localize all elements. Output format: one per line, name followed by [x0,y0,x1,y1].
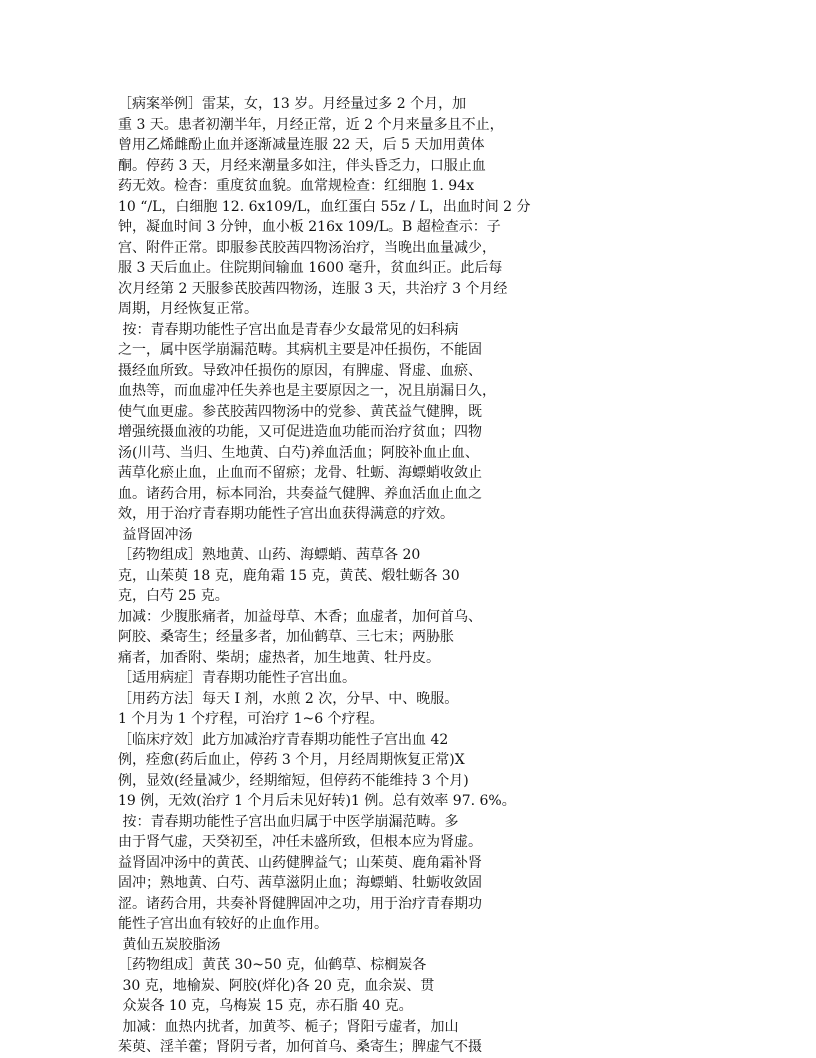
text-line: 使气血更虚。参芪胶茜四物汤中的党参、黄芪益气健脾，既 [118,403,482,420]
text-line: 克，山茱萸 18 克，鹿角霜 15 克，黄芪、煅牡蛎各 30 [118,567,460,584]
text-line: ［药物组成］黄芪 30~50 克，仙鹤草、棕榈炭各 [118,957,427,973]
text-line: ［临床疗效］此方加减治疗青春期功能性子宫出血 42 [118,731,449,748]
text-line: 众炭各 10 克，乌梅炭 15 克，赤石脂 40 克。 [118,998,413,1014]
text-line: 摄经血所致。导致冲任损伤的原因，有脾虚、肾虚、血瘀、 [118,362,482,379]
text-line: 涩。诸药合用，共奏补肾健脾固冲之功，用于治疗青春期功 [118,895,482,912]
text-line: 由于肾气虚，天癸初至，冲任未盛所致，但根本应为肾虚。 [118,834,482,850]
text-line: ［药物组成］熟地黄、山药、海螵蛸、茜草各 20 [118,547,421,563]
text-line: 益肾固冲汤中的黄芪、山药健脾益气；山茱萸、鹿角霜补肾 [118,854,482,871]
text-line: 宫、附件正常。即服参芪胶茜四物汤治疗，当晚出血量减少， [118,239,496,256]
text-line: 钟，凝血时间 3 分钟，血小板 216x 109/L。B 超检查示：子 [118,219,501,235]
text-line: 增强统摄血液的功能，又可促进造血功能而治疗贫血；四物 [118,424,482,440]
text-line: 例，显效(经量减少，经期缩短，但停药不能维持 3 个月) [118,772,469,789]
text-line: ［病案举例］雷某，女，13 岁。月经量过多 2 个月，加 [118,96,467,112]
text-line: 血。诸药合用，标本同治，共奏益气健脾、养血活血止血之 [118,485,482,502]
text-line: 按：青春期功能性子宫出血归属于中医学崩漏范畴。多 [118,813,459,830]
text-line: 克，白芍 25 克。 [118,588,229,604]
text-line: 益肾固冲汤 [118,526,193,543]
document-page [118,94,538,1058]
text-line: 汤(川芎、当归、生地黄、白芍)养血活血；阿胶补血止血、 [118,444,479,461]
text-line: ［适用病症］青春期功能性子宫出血。 [118,670,356,686]
text-line: 茱萸、淫羊藿；肾阴亏者，加何首乌、桑寄生；脾虚气不摄 [118,1039,482,1055]
text-line: 19 例，无效(治疗 1 个月后未见好转)1 例。总有效率 97. 6%。 [118,793,516,809]
text-line: 加减：血热内扰者，加黄芩、栀子；肾阳亏虚者，加山 [118,1018,459,1035]
text-line: 周期，月经恢复正常。 [118,301,258,317]
text-line: 酮。停药 3 天，月经来潮量多如注，伴头昏乏力，口服止血 [118,157,486,174]
text-line: 黄仙五炭胶脂汤 [118,936,221,953]
text-line: 1 个月为 1 个疗程，可治疗 1~6 个疗程。 [118,711,384,727]
text-line: 10 “/L，白细胞 12. 6x109/L，血红蛋白 55z / L，出血时间 2 分 [118,198,531,215]
text-line: 效，用于治疗青春期功能性子宫出血获得满意的疗效。 [118,506,454,522]
text-line: 痛者，加香附、柴胡；虚热者，加生地黄、牡丹皮。 [118,649,440,666]
text-line: 按：青春期功能性子宫出血是青春少女最常见的妇科病 [118,321,459,338]
text-line: 血热等，而血虚冲任失养也是主要原因之一，况且崩漏日久， [118,383,496,399]
text-line: 能性子宫出血有较好的止血作用。 [118,916,328,932]
text-line: 之一，属中医学崩漏范畴。其病机主要是冲任损伤，不能固 [118,342,482,358]
text-line: 阿胶、桑寄生；经量多者，加仙鹤草、三七末；两胁胀 [118,629,454,645]
text-line: 次月经第 2 天服参芪胶茜四物汤，连服 3 天，共治疗 3 个月经 [118,280,508,297]
text-line: 30 克，地榆炭、阿胶(烊化)各 20 克，血余炭、贯 [118,977,435,994]
text-line: ［用药方法］每天 I 剂，水煎 2 次，分早、中、晚服。 [118,690,459,707]
text-line: 重 3 天。患者初潮半年，月经正常，近 2 个月来量多且不止， [118,116,504,133]
text-line: 加减：少腹胀痛者，加益母草、木香；血虚者，加何首乌、 [118,608,482,625]
text-line: 茜草化瘀止血，止血而不留瘀；龙骨、牡蛎、海螵蛸收敛止 [118,465,482,481]
text-line: 固冲；熟地黄、白芍、茜草滋阴止血；海螵蛸、牡蛎收敛固 [118,875,482,891]
text-line: 药无效。检杳：重度贫血貌。血常规检查：红细胞 1. 94x [118,178,474,194]
text-line: 服 3 天后血止。住院期间输血 1600 毫升，贫血纠正。此后每 [118,260,503,276]
text-line: 曾用乙烯雌酚止血并逐渐减量连服 22 天，后 5 天加用黄体 [118,137,485,153]
text-line: 例，痊愈(药后血止，停药 3 个月，月经周期恢复正常)X [118,752,465,768]
